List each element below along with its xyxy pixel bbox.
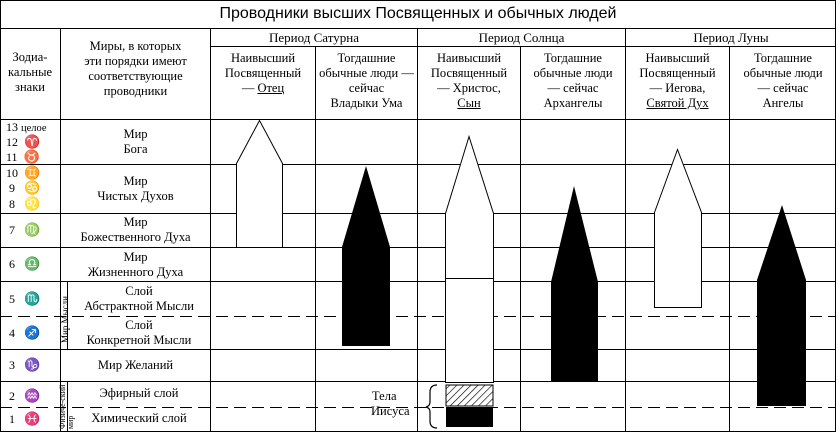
zodiac-3: 3 ♑ <box>9 357 41 372</box>
sun-highest-header: Наивысший Посвященный — Христос, Сын <box>430 51 508 110</box>
zodiac-7: 7 ♍ <box>9 222 41 237</box>
moon-highest-header: Наивысший Посвященный — Иегова, Святой Дух <box>639 51 716 110</box>
world-god: Мир Бога <box>123 127 148 156</box>
zodiac-header: Зодиа- кальные знаки <box>7 50 53 94</box>
moon-ordinary-vehicle <box>757 205 806 406</box>
saturn-ordinary-vehicle <box>342 166 390 346</box>
zodiac-4: 4 ♐ <box>9 325 41 340</box>
zodiac-1: 1 ♓ <box>9 411 41 426</box>
zodiac-2: 2 ♒ <box>9 388 41 403</box>
saturn-highest-header: Наивысший Посвященный — Отец <box>224 51 302 95</box>
world-concrete-mind: Слой Конкретной Мысли <box>86 318 192 347</box>
page-title: Проводники высших Посвященных и обычных людей <box>219 5 617 22</box>
world-desires: Мир Желаний <box>97 358 174 372</box>
zodiac-11: 11 ♉ <box>6 149 40 164</box>
saturn-highest-vehicle <box>237 121 283 248</box>
sun-highest-vehicle <box>446 137 494 383</box>
zodiac-10: 10 ♊ <box>6 165 41 180</box>
physical-world-label: Физиче-ский мир <box>58 384 75 429</box>
zodiac-13: 13 целое <box>6 120 47 134</box>
jesus-bodies-label: Тела Иисуса <box>371 389 410 418</box>
period-saturn: Период Сатурна <box>269 30 359 45</box>
world-abstract-mind: Слой Абстрактной Мысли <box>84 284 194 313</box>
bracket-icon <box>426 385 437 428</box>
saturn-ordinary-header: Тогдашние обычные люди — сейчас Владыки Ума <box>319 51 414 110</box>
mind-world-label: Мир Мысли <box>60 296 70 343</box>
moon-ordinary-header: Тогдашние обычные люди — сейчас Ангелы <box>743 51 823 110</box>
period-moon: Период Луны <box>693 30 769 45</box>
worlds-header: Миры, в которых эти порядки имеют соответствующие проводники <box>84 39 187 98</box>
zodiac-5: 5 ♏ <box>9 291 41 306</box>
moon-highest-vehicle <box>655 150 702 308</box>
world-chemical: Химический слой <box>91 411 187 425</box>
zodiac-12: 12 ♈ <box>6 134 41 149</box>
sun-ordinary-header: Тогдашние обычные люди — сейчас Архангелы <box>533 51 613 110</box>
sun-ordinary-vehicle <box>551 186 598 381</box>
jesus-etheric-body <box>446 385 493 406</box>
world-life-spirit: Мир Жизненного Духа <box>87 250 184 279</box>
zodiac-6: 6 ♎ <box>9 256 41 271</box>
jesus-chemical-body <box>446 407 493 427</box>
zodiac-9: 9 ♋ <box>9 180 41 195</box>
world-divine-spirit: Мир Божественного Духа <box>80 215 191 244</box>
zodiac-8: 8 ♌ <box>9 196 41 211</box>
world-pure-spirits: Мир Чистых Духов <box>97 174 174 203</box>
world-etheric: Эфирный слой <box>99 386 179 400</box>
period-sun: Период Солнца <box>478 30 565 45</box>
